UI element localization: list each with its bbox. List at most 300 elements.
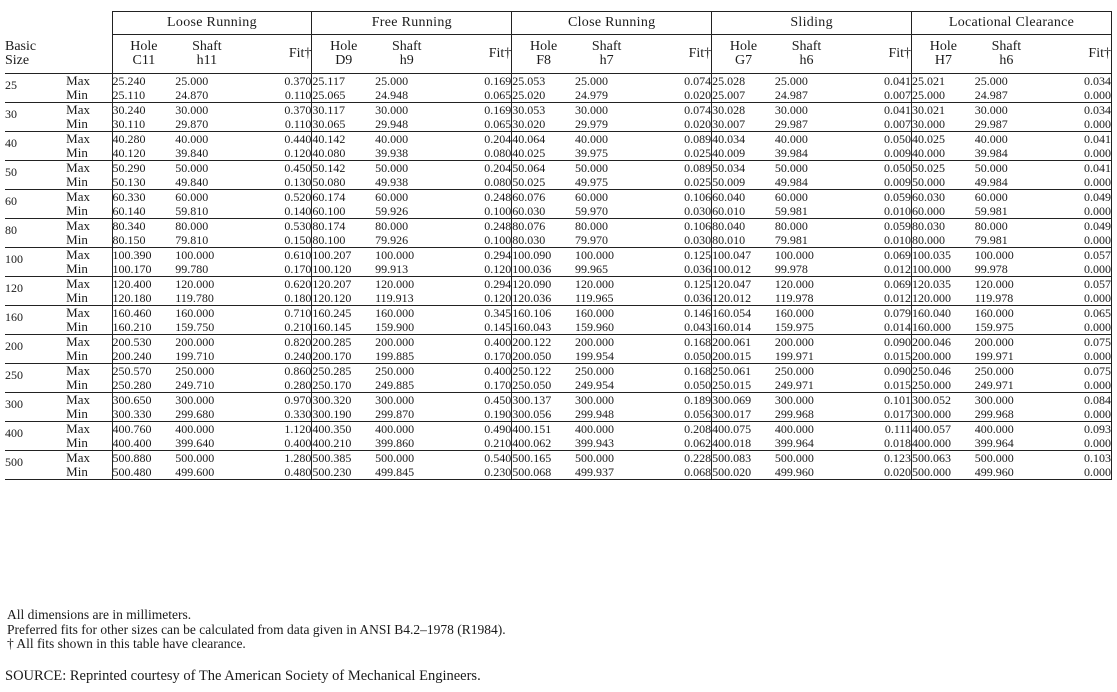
min-label: Min <box>66 262 112 277</box>
hole-value-cell: 120.012 <box>712 291 775 306</box>
fit-value-cell: 0.041 <box>1038 161 1112 176</box>
fit-value-cell: 0.068 <box>638 465 711 480</box>
hole-value-cell: 250.050 <box>512 378 575 393</box>
hole-value-cell: 25.053 <box>512 74 575 89</box>
shaft-value-cell: 400.000 <box>575 422 614 436</box>
fit-value-cell: 0.025 <box>638 146 711 161</box>
fit-value-cell: 0.168 <box>684 335 712 349</box>
hole-value-cell: 40.080 <box>312 146 375 161</box>
hole-value-cell: 250.046 <box>912 364 975 379</box>
fit-value-cell: 0.020 <box>838 465 911 480</box>
fit-value-cell: 0.000 <box>1038 117 1112 132</box>
shaft-value-cell: 29.987 <box>775 117 838 132</box>
fit-value-cell: 0.280 <box>238 378 311 393</box>
fit-value-cell: 0.034 <box>1038 74 1112 89</box>
hole-value-cell: 60.040 <box>712 190 775 205</box>
basic-size-cell: 60 <box>5 190 66 219</box>
fit-value-cell: 0.074 <box>684 74 712 88</box>
fit-value-cell: 1.120 <box>284 422 312 436</box>
shaft-value-cell: 199.971 <box>975 349 1038 364</box>
hole-value-cell: 160.043 <box>512 320 575 335</box>
hole-value-cell: 30.028 <box>712 103 775 118</box>
table-row <box>5 103 1112 118</box>
shaft-value-cell: 160.000 <box>774 306 814 320</box>
shaft-value-cell: 400.000 <box>175 422 215 436</box>
fit-value-cell: 0.089 <box>684 132 712 146</box>
shaft-value-cell: 30.000 <box>175 103 209 117</box>
table-row <box>5 422 1112 437</box>
hole-value-cell: 50.025 <box>912 161 975 176</box>
fit-value-cell: 0.169 <box>484 74 512 88</box>
basic-size-cell: 200 <box>5 335 66 364</box>
fit-value-cell: 0.400 <box>484 364 512 378</box>
hole-value-cell: 30.007 <box>712 117 775 132</box>
fit-value-cell: 0.056 <box>638 407 711 422</box>
basic-size-cell: 80 <box>5 219 66 248</box>
fit-value-cell: 0.140 <box>238 204 311 219</box>
basic-size-cell: 100 <box>5 248 66 277</box>
hole-value-cell: 300.000 <box>912 407 975 422</box>
shaft-value-cell: 80.000 <box>974 219 1008 233</box>
min-label: Min <box>66 88 112 103</box>
hole-value-cell: 250.061 <box>712 364 775 379</box>
fit-value-cell: 0.090 <box>884 364 912 378</box>
fit-value-cell: 0.440 <box>284 132 312 146</box>
hole-value-cell: 200.061 <box>712 335 775 350</box>
hole-value-cell: 25.065 <box>312 88 375 103</box>
hole-value-cell: 250.570 <box>112 364 175 379</box>
hole-value-cell: 60.174 <box>312 190 375 205</box>
fit-value-cell: 0.065 <box>1038 306 1112 321</box>
shaft-value-cell: 299.968 <box>975 407 1038 422</box>
hole-value-cell: 160.040 <box>912 306 975 321</box>
hole-value-cell: 120.036 <box>512 291 575 306</box>
hole-value-cell: 120.400 <box>112 277 175 292</box>
hole-value-cell: 500.020 <box>712 465 775 480</box>
fit-value-cell: 0.370 <box>284 74 312 88</box>
fit-value-cell: 0.170 <box>438 378 511 393</box>
fit-value-cell: 0.084 <box>1038 393 1112 408</box>
min-label: Min <box>66 175 112 190</box>
hole-value-cell: 80.030 <box>512 233 575 248</box>
hole-value-cell: 500.880 <box>112 451 175 466</box>
max-label: Max <box>66 305 91 320</box>
fit-value-cell: 0.000 <box>1038 378 1112 393</box>
shaft-value-cell: 199.954 <box>575 349 638 364</box>
shaft-value-cell: 159.900 <box>375 320 438 335</box>
loose-running-shaft-header: Shaft h11 <box>175 35 238 74</box>
fit-value-cell: 0.000 <box>1038 291 1112 306</box>
shaft-value-cell: 249.971 <box>975 378 1038 393</box>
hole-value-cell: 400.062 <box>512 436 575 451</box>
shaft-value-cell: 39.984 <box>775 146 838 161</box>
hole-value-cell: 120.047 <box>712 277 775 292</box>
fit-value-cell: 0.120 <box>238 146 311 161</box>
hole-value-cell: 50.130 <box>112 175 175 190</box>
shaft-value-cell: 24.948 <box>375 88 438 103</box>
min-label: Min <box>66 320 112 335</box>
hole-value-cell: 50.025 <box>512 175 575 190</box>
fit-value-cell: 0.248 <box>484 190 512 204</box>
hole-value-cell: 25.110 <box>112 88 175 103</box>
shaft-value-cell: 120.000 <box>575 277 614 291</box>
hole-value-cell: 160.460 <box>112 306 175 321</box>
fit-value-cell: 0.345 <box>484 306 512 320</box>
shaft-value-cell: 499.845 <box>375 465 438 480</box>
fit-value-cell: 0.074 <box>684 103 712 117</box>
fit-value-cell: 0.041 <box>1038 132 1112 147</box>
fit-value-cell: 0.093 <box>1038 422 1112 437</box>
table-row <box>5 204 1112 219</box>
shaft-value-cell: 200.000 <box>774 335 814 349</box>
shaft-value-cell: 160.000 <box>175 306 215 320</box>
max-label: Max <box>66 131 91 146</box>
fit-value-cell: 0.050 <box>638 349 711 364</box>
shaft-value-cell: 249.710 <box>175 378 238 393</box>
shaft-value-cell: 200.000 <box>575 335 614 349</box>
shaft-value-cell: 29.870 <box>175 117 238 132</box>
shaft-value-cell: 39.938 <box>375 146 438 161</box>
fit-value-cell: 0.000 <box>1038 204 1112 219</box>
hole-value-cell: 80.030 <box>912 219 975 234</box>
hole-value-cell: 160.000 <box>912 320 975 335</box>
shaft-value-cell: 200.000 <box>175 335 215 349</box>
shaft-value-cell: 80.000 <box>375 219 409 233</box>
group-header-free-running: Free Running <box>312 12 512 35</box>
shaft-value-cell: 120.000 <box>175 277 215 291</box>
hole-value-cell: 30.021 <box>912 103 975 118</box>
fit-value-cell: 0.014 <box>838 320 911 335</box>
shaft-value-cell: 119.965 <box>575 291 638 306</box>
basic-size-cell: 500 <box>5 451 66 480</box>
min-label: Min <box>66 204 112 219</box>
shaft-value-cell: 49.984 <box>775 175 838 190</box>
shaft-value-cell: 59.981 <box>775 204 838 219</box>
hole-value-cell: 80.000 <box>912 233 975 248</box>
fit-value-cell: 0.030 <box>638 233 711 248</box>
hole-value-cell: 30.000 <box>912 117 975 132</box>
fit-value-cell: 0.210 <box>438 436 511 451</box>
fit-group-header-row <box>5 12 1112 35</box>
loose-running-hole-header: Hole C11 <box>112 35 175 74</box>
hole-value-cell: 100.120 <box>312 262 375 277</box>
shaft-value-cell: 299.680 <box>175 407 238 422</box>
fit-value-cell: 0.036 <box>638 262 711 277</box>
shaft-value-cell: 40.000 <box>575 132 608 146</box>
shaft-value-cell: 499.960 <box>775 465 838 480</box>
shaft-value-cell: 100.000 <box>175 248 215 262</box>
hole-value-cell: 60.140 <box>112 204 175 219</box>
fit-value-cell: 0.169 <box>484 103 512 117</box>
table-footnotes <box>7 608 506 652</box>
fit-value-cell: 0.000 <box>1038 320 1112 335</box>
shaft-value-cell: 59.970 <box>575 204 638 219</box>
shaft-value-cell: 25.000 <box>375 74 409 88</box>
locational-clearance-hole-header: Hole H7 <box>912 35 975 74</box>
hole-value-cell: 80.150 <box>112 233 175 248</box>
shaft-value-cell: 80.000 <box>774 219 808 233</box>
fit-value-cell: 1.280 <box>284 451 312 465</box>
fit-value-cell: 0.069 <box>884 248 912 262</box>
shaft-value-cell: 24.987 <box>975 88 1038 103</box>
hole-value-cell: 100.170 <box>112 262 175 277</box>
shaft-value-cell: 400.000 <box>974 422 1014 436</box>
min-label: Min <box>66 436 112 451</box>
hole-value-cell: 500.385 <box>312 451 375 466</box>
locational-clearance-fit-header: Fit† <box>1038 35 1112 74</box>
hole-value-cell: 200.530 <box>112 335 175 350</box>
hole-value-cell: 200.122 <box>512 335 575 350</box>
fit-value-cell: 0.120 <box>438 262 511 277</box>
hole-value-cell: 80.040 <box>712 219 775 234</box>
shaft-value-cell: 500.000 <box>375 451 415 465</box>
shaft-value-cell: 119.978 <box>975 291 1038 306</box>
fit-value-cell: 0.820 <box>284 335 312 349</box>
close-running-hole-header: Hole F8 <box>512 35 575 74</box>
basic-size-cell: 40 <box>5 132 66 161</box>
shaft-value-cell: 29.987 <box>975 117 1038 132</box>
shaft-value-cell: 250.000 <box>375 364 415 378</box>
hole-value-cell: 60.100 <box>312 204 375 219</box>
shaft-value-cell: 400.000 <box>375 422 415 436</box>
hole-value-cell: 300.017 <box>712 407 775 422</box>
hole-value-cell: 300.052 <box>912 393 975 408</box>
shaft-value-cell: 160.000 <box>575 306 614 320</box>
hole-value-cell: 250.000 <box>912 378 975 393</box>
fit-value-cell: 0.000 <box>1038 436 1112 451</box>
fit-value-cell: 0.125 <box>684 277 712 291</box>
group-header-loose-running: Loose Running <box>112 12 312 35</box>
min-label: Min <box>66 291 112 306</box>
table-row <box>5 190 1112 205</box>
hole-value-cell: 40.120 <box>112 146 175 161</box>
fit-value-cell: 0.150 <box>238 233 311 248</box>
fit-value-cell: 0.120 <box>438 291 511 306</box>
fit-value-cell: 0.000 <box>1038 175 1112 190</box>
table-row <box>5 219 1112 234</box>
shaft-value-cell: 250.000 <box>175 364 215 378</box>
shaft-value-cell: 25.000 <box>575 74 608 88</box>
fit-value-cell: 0.204 <box>484 132 512 146</box>
fit-value-cell: 0.520 <box>284 190 312 204</box>
shaft-value-cell: 59.926 <box>375 204 438 219</box>
hole-value-cell: 250.170 <box>312 378 375 393</box>
hole-value-cell: 60.030 <box>512 204 575 219</box>
hole-value-cell: 30.240 <box>112 103 175 118</box>
shaft-value-cell: 39.975 <box>575 146 638 161</box>
hole-value-cell: 25.020 <box>512 88 575 103</box>
shaft-value-cell: 50.000 <box>774 161 808 175</box>
hole-value-cell: 30.065 <box>312 117 375 132</box>
fit-value-cell: 0.065 <box>438 88 511 103</box>
table-row <box>5 146 1112 161</box>
fit-value-cell: 0.620 <box>284 277 312 291</box>
max-label: Max <box>66 363 91 378</box>
fit-value-cell: 0.490 <box>484 422 512 436</box>
hole-value-cell: 300.056 <box>512 407 575 422</box>
shaft-value-cell: 499.600 <box>175 465 238 480</box>
table-row <box>5 88 1112 103</box>
shaft-value-cell: 79.926 <box>375 233 438 248</box>
fit-value-cell: 0.145 <box>438 320 511 335</box>
hole-value-cell: 400.210 <box>312 436 375 451</box>
max-label: Max <box>66 102 91 117</box>
hole-value-cell: 160.210 <box>112 320 175 335</box>
shaft-value-cell: 100.000 <box>375 248 415 262</box>
shaft-value-cell: 49.840 <box>175 175 238 190</box>
shaft-value-cell: 40.000 <box>175 132 209 146</box>
max-label: Max <box>66 189 91 204</box>
shaft-value-cell: 49.984 <box>975 175 1038 190</box>
shaft-value-cell: 159.960 <box>575 320 638 335</box>
shaft-value-cell: 39.840 <box>175 146 238 161</box>
table-row <box>5 291 1112 306</box>
shaft-value-cell: 399.964 <box>975 436 1038 451</box>
fit-value-cell: 0.009 <box>838 146 911 161</box>
shaft-value-cell: 99.978 <box>975 262 1038 277</box>
shaft-value-cell: 199.971 <box>775 349 838 364</box>
shaft-value-cell: 24.987 <box>775 88 838 103</box>
shaft-value-cell: 399.640 <box>175 436 238 451</box>
shaft-value-cell: 300.000 <box>774 393 814 407</box>
hole-value-cell: 160.245 <box>312 306 375 321</box>
hole-value-cell: 30.117 <box>312 103 375 118</box>
hole-value-cell: 500.083 <box>712 451 775 466</box>
fit-value-cell: 0.248 <box>484 219 512 233</box>
fit-value-cell: 0.030 <box>638 204 711 219</box>
fit-value-cell: 0.228 <box>684 451 712 465</box>
shaft-value-cell: 160.000 <box>974 306 1014 320</box>
fits-table-body <box>5 74 1112 480</box>
fit-value-cell: 0.294 <box>484 277 512 291</box>
shaft-value-cell: 79.970 <box>575 233 638 248</box>
basic-size-cell: 300 <box>5 393 66 422</box>
hole-value-cell: 200.046 <box>912 335 975 350</box>
fit-value-cell: 0.012 <box>838 291 911 306</box>
shaft-value-cell: 120.000 <box>375 277 415 291</box>
shaft-value-cell: 199.885 <box>375 349 438 364</box>
shaft-value-cell: 99.978 <box>775 262 838 277</box>
group-header-close-running: Close Running <box>512 12 712 35</box>
shaft-value-cell: 60.000 <box>774 190 808 204</box>
shaft-value-cell: 29.979 <box>575 117 638 132</box>
hole-value-cell: 30.020 <box>512 117 575 132</box>
fit-value-cell: 0.050 <box>884 132 912 146</box>
shaft-value-cell: 100.000 <box>774 248 814 262</box>
shaft-value-cell: 60.000 <box>175 190 209 204</box>
basic-size-cell: 120 <box>5 277 66 306</box>
hole-value-cell: 50.009 <box>712 175 775 190</box>
shaft-value-cell: 250.000 <box>774 364 814 378</box>
shaft-value-cell: 40.000 <box>974 132 1008 146</box>
hole-value-cell: 300.137 <box>512 393 575 408</box>
fit-value-cell: 0.000 <box>1038 407 1112 422</box>
hole-value-cell: 50.000 <box>912 175 975 190</box>
sliding-fit-header: Fit† <box>838 35 911 74</box>
hole-value-cell: 100.036 <box>512 262 575 277</box>
hole-value-cell: 50.142 <box>312 161 375 176</box>
shaft-value-cell: 400.000 <box>774 422 814 436</box>
fit-value-cell: 0.204 <box>484 161 512 175</box>
fit-value-cell: 0.106 <box>684 219 712 233</box>
shaft-value-cell: 60.000 <box>974 190 1008 204</box>
fit-value-cell: 0.079 <box>884 306 912 320</box>
shaft-value-cell: 119.978 <box>775 291 838 306</box>
fit-value-cell: 0.210 <box>238 320 311 335</box>
hole-value-cell: 25.028 <box>712 74 775 89</box>
shaft-value-cell: 500.000 <box>175 451 215 465</box>
min-label: Min <box>66 407 112 422</box>
shaft-value-cell: 299.870 <box>375 407 438 422</box>
shaft-value-cell: 25.000 <box>175 74 209 88</box>
hole-value-cell: 100.090 <box>512 248 575 263</box>
hole-value-cell: 500.068 <box>512 465 575 480</box>
fit-value-cell: 0.189 <box>684 393 712 407</box>
shaft-value-cell: 99.913 <box>375 262 438 277</box>
table-row <box>5 175 1112 190</box>
hole-value-cell: 250.122 <box>512 364 575 379</box>
hole-value-cell: 30.053 <box>512 103 575 118</box>
basic-size-cell: 250 <box>5 364 66 393</box>
max-label: Max <box>66 392 91 407</box>
sliding-hole-header: Hole G7 <box>712 35 775 74</box>
hole-value-cell: 500.480 <box>112 465 175 480</box>
hole-value-cell: 160.014 <box>712 320 775 335</box>
hole-value-cell: 40.142 <box>312 132 375 147</box>
shaft-value-cell: 24.979 <box>575 88 638 103</box>
table-row <box>5 306 1112 321</box>
fit-value-cell: 0.080 <box>438 175 511 190</box>
shaft-value-cell: 100.000 <box>974 248 1014 262</box>
shaft-value-cell: 249.885 <box>375 378 438 393</box>
hole-value-cell: 80.010 <box>712 233 775 248</box>
table-row <box>5 436 1112 451</box>
shaft-value-cell: 199.710 <box>175 349 238 364</box>
shaft-value-cell: 39.984 <box>975 146 1038 161</box>
fit-value-cell: 0.100 <box>438 204 511 219</box>
min-label: Min <box>66 349 112 364</box>
footnote-preferred-fits: Preferred fits for other sizes can be calculated from data given in ANSI B4.2–1978 (R1984). <box>7 621 506 637</box>
hole-value-cell: 40.064 <box>512 132 575 147</box>
table-row <box>5 335 1112 350</box>
hole-value-cell: 250.015 <box>712 378 775 393</box>
hole-value-cell: 160.106 <box>512 306 575 321</box>
hole-value-cell: 100.047 <box>712 248 775 263</box>
fit-value-cell: 0.057 <box>1038 277 1112 292</box>
hole-value-cell: 25.021 <box>912 74 975 89</box>
shaft-value-cell: 50.000 <box>375 161 409 175</box>
free-running-fit-header: Fit† <box>438 35 511 74</box>
fit-value-cell: 0.000 <box>1038 465 1112 480</box>
loose-running-fit-header: Fit† <box>238 35 311 74</box>
fit-value-cell: 0.110 <box>238 88 311 103</box>
hole-value-cell: 200.285 <box>312 335 375 350</box>
hole-value-cell: 50.080 <box>312 175 375 190</box>
hole-value-cell: 40.009 <box>712 146 775 161</box>
hole-value-cell: 60.330 <box>112 190 175 205</box>
fit-value-cell: 0.057 <box>1038 248 1112 263</box>
hole-value-cell: 100.000 <box>912 262 975 277</box>
max-label: Max <box>66 218 91 233</box>
shaft-value-cell: 399.964 <box>775 436 838 451</box>
hole-value-cell: 250.285 <box>312 364 375 379</box>
min-label: Min <box>66 117 112 132</box>
footnote-units: All dimensions are in millimeters. <box>7 607 192 622</box>
table-row <box>5 233 1112 248</box>
free-running-shaft-header: Shaft h9 <box>375 35 438 74</box>
shaft-value-cell: 300.000 <box>974 393 1014 407</box>
fit-value-cell: 0.170 <box>438 349 511 364</box>
